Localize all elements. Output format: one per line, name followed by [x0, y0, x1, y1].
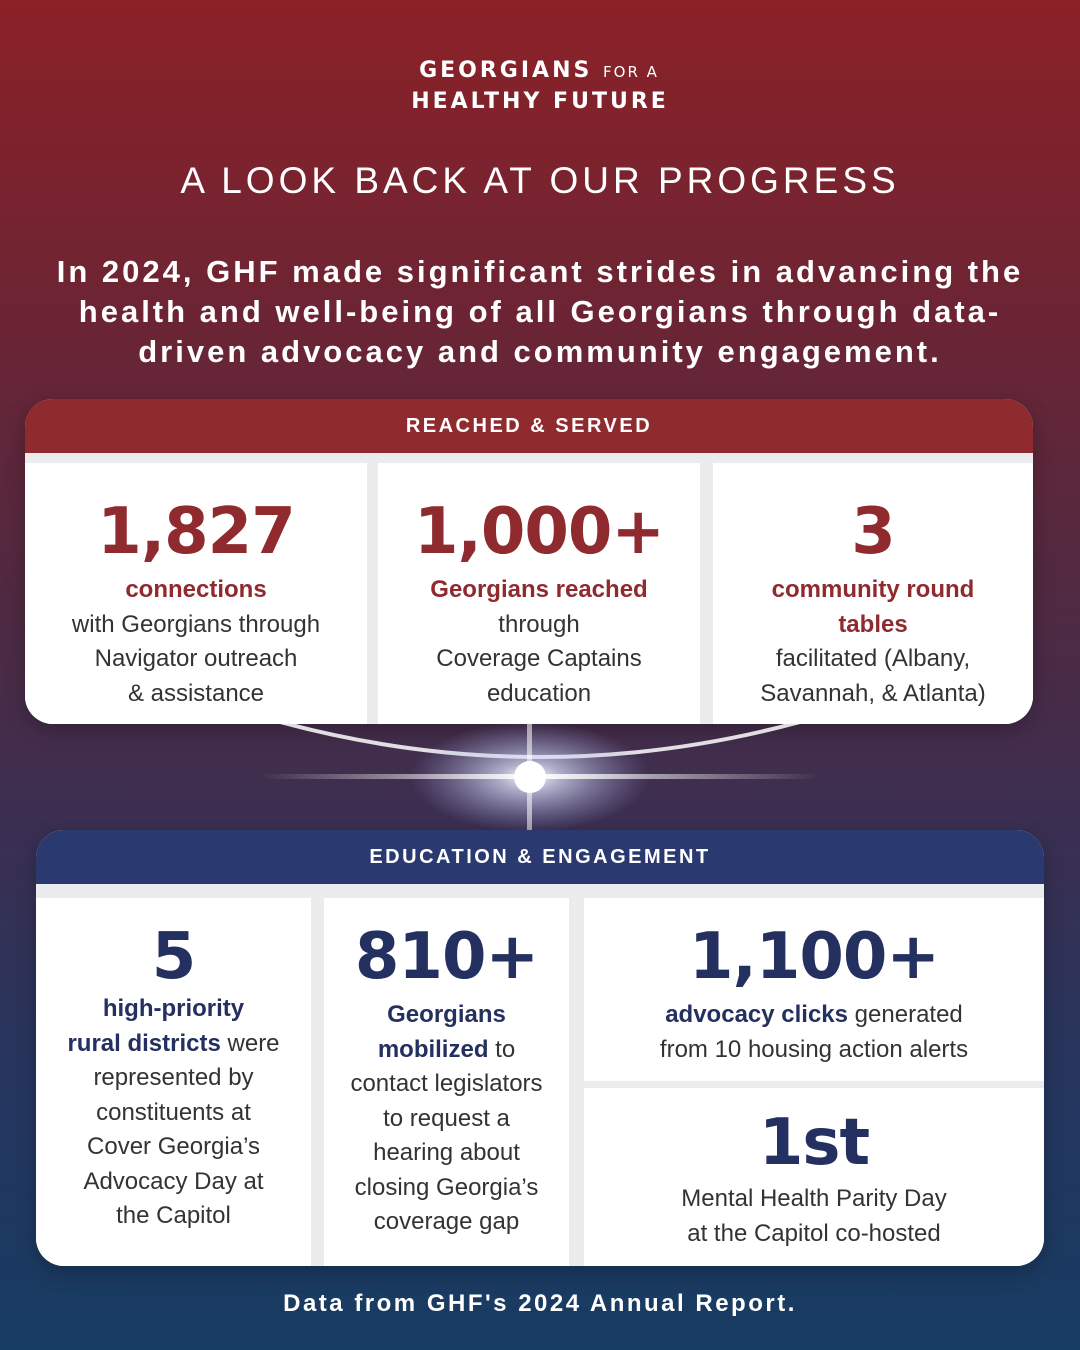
stat-text-fragment: to	[488, 1035, 516, 1063]
stat-mental-health-parity	[584, 1088, 1044, 1266]
logo	[0, 56, 1080, 116]
education-engagement-heading: EDUCATION & ENGAGEMENT	[36, 830, 1044, 884]
stat-highlight: Georgians reached	[430, 576, 648, 603]
logo-word-for-a: FOR A	[603, 63, 659, 81]
stat-number: 5	[151, 920, 196, 994]
stat-text-line: from 10 housing action alerts	[659, 1035, 969, 1063]
stat-highlight: advocacy clicks	[665, 1001, 849, 1028]
stat-text-line: Cover Georgia’s	[87, 1133, 260, 1160]
stat-text-line: at the Capitol co-hosted	[687, 1219, 941, 1247]
stat-text-line: education	[486, 679, 592, 707]
stat-text-line: the Capitol	[116, 1202, 231, 1229]
stat-text-line: through	[498, 610, 580, 638]
intro-text: In 2024, GHF made significant strides in advancing the health and well-being of all Georgians through data-driven advocacy and community engagement.	[56, 254, 1024, 369]
logo-word-georgians: GEORGIANS	[419, 58, 593, 83]
stat-text-line: hearing about	[373, 1139, 520, 1166]
stat-text-fragment: were	[220, 1029, 280, 1057]
stat-round-tables	[713, 463, 1033, 724]
light-flare-decoration	[260, 722, 820, 832]
education-engagement-panel	[36, 830, 1044, 1266]
stat-number: 1,827	[97, 495, 295, 569]
stat-text-line: constituents at	[96, 1098, 251, 1126]
stat-advocacy-clicks	[584, 898, 1044, 1081]
reached-served-panel	[25, 399, 1033, 724]
stat-connections	[25, 463, 367, 724]
stat-number: 1st	[758, 1106, 870, 1180]
stat-text-line: & assistance	[127, 679, 265, 707]
stat-number: 1,000+	[413, 495, 665, 569]
stat-highlight: community round	[771, 576, 975, 603]
stat-text-line: coverage gap	[373, 1208, 520, 1235]
education-stats-grid	[36, 884, 1044, 1266]
stat-text-line: contact legislators	[350, 1070, 543, 1097]
stat-text-line: Coverage Captains	[436, 645, 642, 672]
stat-highlight: Georgians	[387, 1001, 506, 1028]
stat-text-line: with Georgians through	[71, 610, 321, 638]
source-footer: Data from GHF's 2024 Annual Report.	[283, 1290, 797, 1317]
stat-text-line: Navigator outreach	[94, 645, 298, 672]
stat-text-line	[584, 998, 1044, 1033]
stat-highlight: mobilized	[377, 1035, 489, 1063]
stat-number: 3	[851, 495, 895, 569]
stat-text-line: represented by	[93, 1064, 254, 1091]
logo-line-1	[0, 56, 1080, 87]
stat-text-line: to request a	[383, 1104, 510, 1132]
stat-rural-districts	[36, 898, 311, 1266]
page-title: A LOOK BACK AT OUR PROGRESS	[180, 160, 900, 201]
stat-georgians-mobilized	[324, 898, 569, 1266]
stat-text-line	[36, 1027, 311, 1062]
stat-text-line: Advocacy Day at	[83, 1167, 264, 1195]
stat-text-line: facilitated (Albany,	[775, 645, 971, 672]
stat-text-line: closing Georgia’s	[354, 1173, 539, 1201]
stat-highlight: tables	[838, 610, 908, 638]
reached-stats-grid	[25, 453, 1033, 724]
stat-text-line: Savannah, & Atlanta)	[760, 679, 986, 707]
stat-georgians-reached	[378, 463, 700, 724]
stat-number: 810+	[354, 920, 539, 994]
stat-number: 1,100+	[688, 920, 940, 994]
stat-text-line	[324, 1033, 569, 1068]
reached-served-heading: REACHED & SERVED	[25, 399, 1033, 453]
stat-text-fragment: generated	[848, 1001, 963, 1028]
stat-highlight: connections	[125, 576, 267, 603]
stat-text-line: Mental Health Parity Day	[681, 1185, 947, 1212]
stat-highlight: high-priority	[102, 995, 245, 1022]
logo-line-2: HEALTHY FUTURE	[411, 89, 669, 114]
stat-highlight: rural districts	[67, 1029, 221, 1057]
